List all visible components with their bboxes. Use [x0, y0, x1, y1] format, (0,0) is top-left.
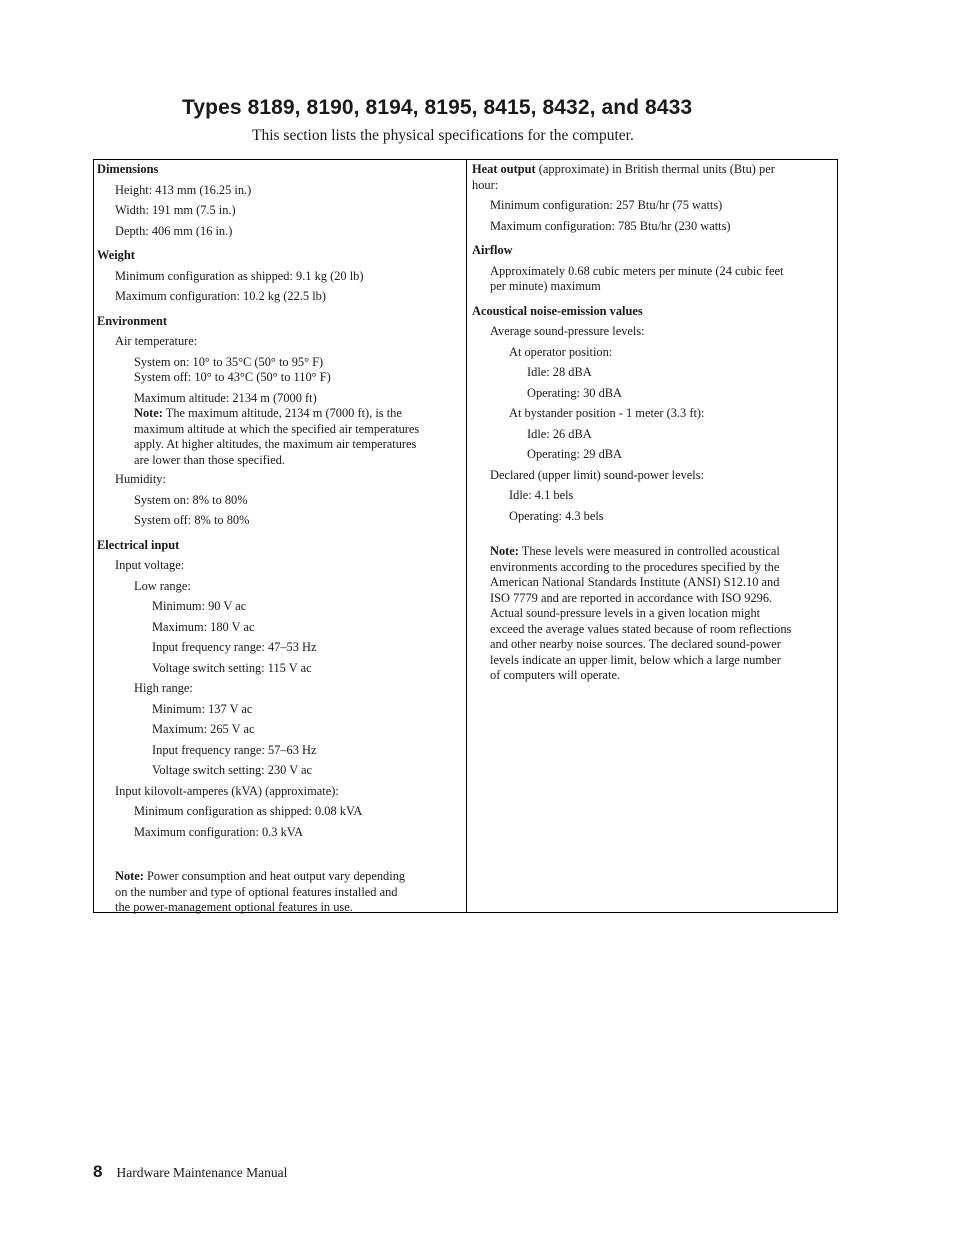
humidity-system-on: System on: 8% to 80%: [134, 492, 248, 507]
altitude-note-line: are lower than those specified.: [134, 452, 286, 467]
altitude-note-line: The maximum altitude, 2134 m (7000 ft), is the: [162, 406, 402, 420]
dimension-width: Width: 191 mm (7.5 in.): [115, 203, 236, 217]
acoustic-note-line: Actual sound-pressure levels in a given location might: [490, 606, 761, 620]
bystander-position-label: At bystander position - 1 meter (3.3 ft):: [509, 406, 705, 420]
high-range-min: Minimum: 137 V ac: [152, 701, 253, 716]
airflow-line: per minute) maximum: [490, 279, 601, 293]
low-range-max: Maximum: 180 V ac: [152, 619, 255, 634]
low-range-min: Minimum: 90 V ac: [152, 599, 247, 613]
operator-position-label: At operator position:: [509, 344, 613, 359]
page-title: Types 8189, 8190, 8194, 8195, 8415, 8432, and 8433: [182, 96, 693, 119]
operator-operating: Operating: 30 dBA: [527, 385, 622, 400]
heat-output-max: Maximum configuration: 785 Btu/hr (230 watts): [490, 218, 731, 233]
spec-column-right: [467, 160, 837, 912]
dimension-depth: Depth: 406 mm (16 in.): [115, 223, 233, 238]
page-number: 8: [93, 1162, 103, 1181]
declared-operating: Operating: 4.3 bels: [509, 508, 604, 523]
airflow-value: [472, 264, 831, 295]
acoustic-heading: Acoustical noise-emission values: [472, 303, 643, 318]
power-note-line: the power-management optional features in use.: [115, 900, 353, 914]
acoustic-note-line: environments according to the procedures specified by the: [490, 559, 780, 574]
acoustic-note-line: American National Standards Institute (ANSI) S12.10 and: [490, 575, 780, 589]
dimensions-heading: Dimensions: [97, 162, 159, 176]
power-note-line: Power consumption and heat output vary depending: [143, 869, 406, 883]
avg-sound-pressure-label: Average sound-pressure levels:: [490, 324, 645, 338]
spec-column-left: [94, 160, 467, 912]
weight-heading: Weight: [97, 248, 135, 262]
acoustic-note-line: levels indicate an upper limit, below which a large number: [490, 652, 781, 667]
acoustic-note-line: of computers will operate.: [490, 668, 621, 682]
air-temperature-label: Air temperature:: [115, 334, 198, 348]
declared-sound-power-label: Declared (upper limit) sound-power levels:: [490, 467, 705, 482]
air-temp-system-off: System off: 10° to 43°C (50° to 110° F): [134, 370, 331, 384]
high-range-label: High range:: [134, 681, 193, 695]
heat-output-min: Minimum configuration: 257 Btu/hr (75 watts): [490, 198, 723, 212]
operator-idle: Idle: 28 dBA: [527, 365, 592, 379]
air-temp-system-on: System on: 10° to 35°C (50° to 95° F): [134, 354, 324, 369]
altitude-note-line: apply. At higher altitudes, the maximum air temperatures: [134, 437, 417, 451]
dimension-height: Height: 413 mm (16.25 in.): [115, 182, 252, 197]
heat-output-heading-bold: Heat output: [472, 162, 536, 176]
low-range-label: Low range:: [134, 578, 191, 593]
acoustic-note-line: and other nearby noise sources. The declared sound-power: [490, 637, 781, 651]
power-note-label: Note:: [115, 869, 144, 883]
power-note: [97, 869, 463, 916]
airflow-heading: Airflow: [472, 243, 513, 257]
kva-label: Input kilovolt-amperes (kVA) (approximate):: [115, 783, 339, 798]
manual-title: Hardware Maintenance Manual: [116, 1165, 288, 1180]
kva-max: Maximum configuration: 0.3 kVA: [134, 824, 304, 839]
high-range-frequency: Input frequency range: 57–63 Hz: [152, 742, 317, 757]
bystander-idle: Idle: 26 dBA: [527, 426, 592, 441]
bystander-operating: Operating: 29 dBA: [527, 447, 622, 461]
humidity-label: Humidity:: [115, 472, 166, 486]
declared-idle: Idle: 4.1 bels: [509, 488, 574, 502]
altitude-note-line: maximum altitude at which the specified air temperatures: [134, 421, 420, 436]
acoustic-note-label: Note:: [490, 544, 519, 558]
input-voltage-label: Input voltage:: [115, 558, 185, 572]
heat-output-heading: [472, 162, 831, 193]
acoustic-note-line: ISO 7779 and are reported in accordance with ISO 9296.: [490, 590, 773, 605]
environment-heading: Environment: [97, 313, 167, 328]
acoustic-note-line: exceed the average values stated because of room reflections: [490, 621, 792, 636]
heat-output-heading-line2: hour:: [472, 177, 499, 192]
page-subtitle: This section lists the physical specifications for the computer.: [252, 127, 634, 144]
weight-min: Minimum configuration as shipped: 9.1 kg (20 lb): [115, 268, 364, 283]
high-range-switch: Voltage switch setting: 230 V ac: [152, 763, 313, 777]
heat-output-heading-rest: (approximate) in British thermal units (Btu) per: [535, 162, 775, 176]
page-footer: [93, 1162, 287, 1182]
low-range-frequency: Input frequency range: 47–53 Hz: [152, 640, 317, 654]
electrical-heading: Electrical input: [97, 537, 180, 552]
airflow-line: Approximately 0.68 cubic meters per minute (24 cubic feet: [490, 263, 784, 278]
power-note-line: on the number and type of optional features installed and: [115, 884, 398, 899]
spec-table: [93, 159, 838, 913]
max-altitude: Maximum altitude: 2134 m (7000 ft): [134, 390, 317, 405]
kva-min: Minimum configuration as shipped: 0.08 kVA: [134, 804, 363, 818]
acoustic-note-line: These levels were measured in controlled acoustical: [518, 544, 780, 558]
altitude-note: [97, 406, 463, 468]
acoustic-note: [472, 544, 831, 684]
humidity-system-off: System off: 8% to 80%: [134, 513, 250, 527]
weight-max: Maximum configuration: 10.2 kg (22.5 lb): [115, 289, 326, 303]
low-range-switch: Voltage switch setting: 115 V ac: [152, 660, 312, 675]
high-range-max: Maximum: 265 V ac: [152, 722, 255, 736]
altitude-note-label: Note:: [134, 406, 163, 420]
